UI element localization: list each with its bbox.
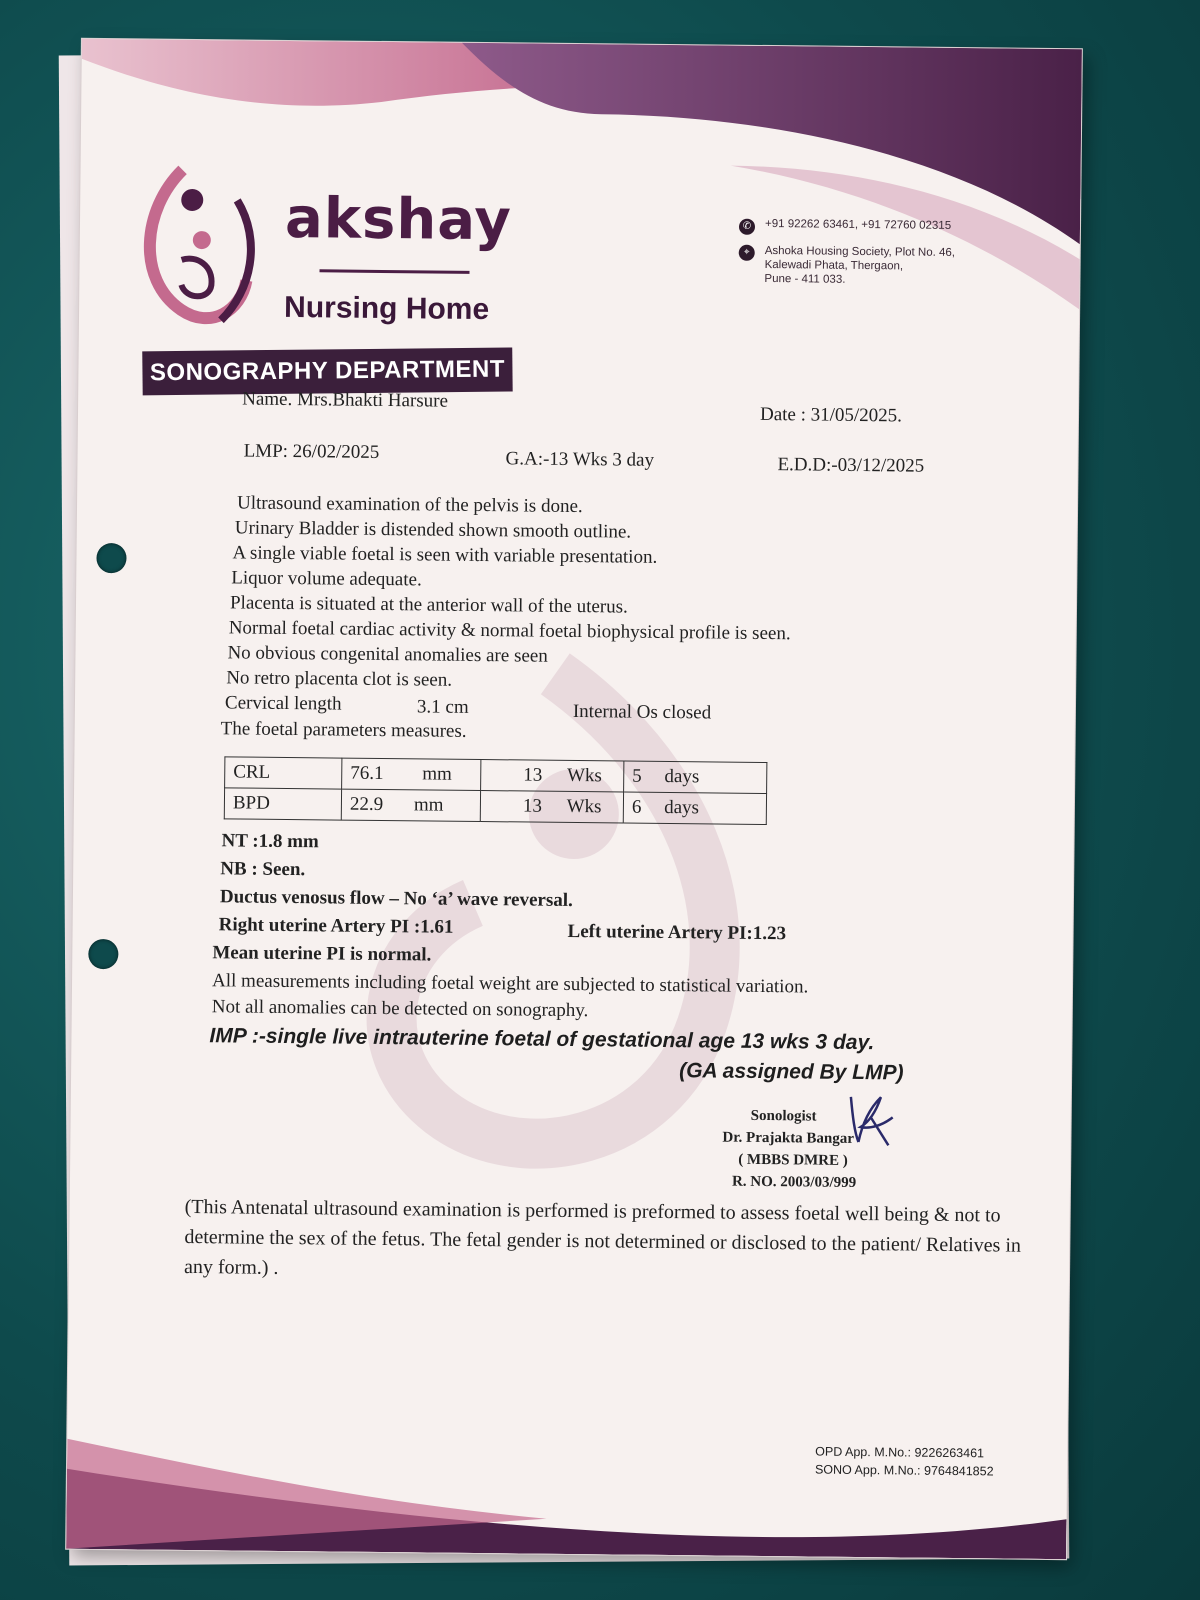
param-weeks-value: 13 <box>523 764 543 786</box>
param-value: 76.1 <box>350 762 384 785</box>
param-name: BPD <box>224 788 341 820</box>
report-sheet <box>66 39 1082 1559</box>
note-line: Not all anomalies can be detected on sonography. <box>211 996 589 1022</box>
param-name: CRL <box>225 757 342 789</box>
report-date: Date : 31/05/2025. <box>759 403 903 427</box>
impression: IMP :-single live intrauterine foetal of gestational age 13 wks 3 day. <box>209 1024 875 1055</box>
param-value: 22.9 <box>349 793 384 816</box>
nasal-bone: NB : Seen. <box>220 858 306 881</box>
doctor-qualification: ( MBBS DMRE ) <box>738 1151 848 1169</box>
param-unit: mm <box>422 763 452 785</box>
punch-hole-bottom <box>88 939 118 969</box>
contact-phone-text: +91 92262 63461, +91 72760 02315 <box>764 217 952 232</box>
phone-icon: ✆ <box>739 219 755 235</box>
param-days-label: days <box>664 796 700 819</box>
patient-name: Name. Mrs.Bhakti Harsure <box>242 388 449 412</box>
punch-hole-top <box>96 543 126 573</box>
finding-line: Liquor volume adequate. <box>231 567 422 591</box>
finding-line: A single viable foetal is seen with variable presentation. <box>232 542 658 568</box>
doctor-name: Dr. Prajakta Bangar <box>722 1129 855 1147</box>
left-uterine-pi: Left uterine Artery PI:1.23 <box>567 920 787 945</box>
edd: E.D.D:-03/12/2025 <box>777 454 925 477</box>
param-days-value: 6 <box>631 796 642 818</box>
address-line-2: Kalewadi Phata, Thergaon, <box>764 258 904 273</box>
department-banner: SONOGRAPHY DEPARTMENT <box>142 347 512 395</box>
finding-line: Ultrasound examination of the pelvis is done. <box>236 492 583 518</box>
nursing-home-logo-icon <box>141 159 263 340</box>
registration-number: R. NO. 2003/03/999 <box>731 1173 857 1191</box>
impression-note: (GA assigned By LMP) <box>679 1059 904 1085</box>
cervical-length-label: Cervical length <box>224 692 342 715</box>
param-measure <box>341 789 480 821</box>
param-days <box>623 792 766 824</box>
param-weeks-label: Wks <box>566 764 602 787</box>
brand-subtitle: Nursing Home <box>283 290 490 327</box>
param-measure <box>342 758 481 790</box>
param-unit: mm <box>413 794 444 816</box>
finding-line: No retro placenta clot is seen. <box>226 667 453 691</box>
address-line-1: Ashoka Housing Society, Plot No. 46, <box>764 244 956 259</box>
mean-uterine-pi: Mean uterine PI is normal. <box>212 942 432 966</box>
param-days-label: days <box>664 765 700 788</box>
param-weeks-value: 13 <box>522 795 543 817</box>
finding-line: No obvious congenital anomalies are seen <box>227 642 548 667</box>
param-days-value: 5 <box>632 765 642 787</box>
cervical-length-value: 3.1 cm <box>416 696 469 718</box>
finding-line: Urinary Bladder is distended shown smooth outline. <box>234 517 632 543</box>
finding-line: Normal foetal cardiac activity & normal foetal biophysical profile is seen. <box>228 617 791 645</box>
param-weeks <box>481 760 624 792</box>
ductus-venosus: Ductus venosus flow – No ‘a’ wave reversal. <box>219 886 573 911</box>
param-weeks-label: Wks <box>566 795 602 818</box>
gestational-age: G.A:-13 Wks 3 day <box>505 448 655 471</box>
contact-phone <box>742 217 952 232</box>
foetal-parameters-table <box>224 756 768 825</box>
lmp: LMP: 26/02/2025 <box>243 440 380 463</box>
disclaimer: (This Antenatal ultrasound examination is performed is preformed to assess foetal well being & not to determine the sex of the fetus. The fetal gender is not determined or disclosed to the patient/ Relatives in any form.) . <box>183 1195 1022 1279</box>
table-row <box>224 788 766 825</box>
parameters-heading: The foetal parameters measures. <box>220 718 467 742</box>
contact-address <box>743 244 956 288</box>
finding-line: Placenta is situated at the anterior wall of the uterus. <box>229 592 628 618</box>
nt-measurement: NT :1.8 mm <box>221 830 319 853</box>
right-uterine-pi: Right uterine Artery PI :1.61 <box>218 914 454 938</box>
brand-name: akshay <box>284 185 513 254</box>
sono-app-number: SONO App. M.No.: 9764841852 <box>814 1462 994 1479</box>
signature-role: Sonologist <box>750 1107 817 1125</box>
location-pin-icon: ⌖ <box>739 245 755 261</box>
note-line: All measurements including foetal weight are subjected to statistical variation. <box>211 970 809 998</box>
param-days <box>624 761 767 793</box>
internal-os: Internal Os closed <box>572 700 712 724</box>
address-line-3: Pune - 411 033. <box>764 272 846 286</box>
opd-app-number: OPD App. M.No.: 9226263461 <box>815 1444 985 1461</box>
param-weeks <box>480 791 623 823</box>
